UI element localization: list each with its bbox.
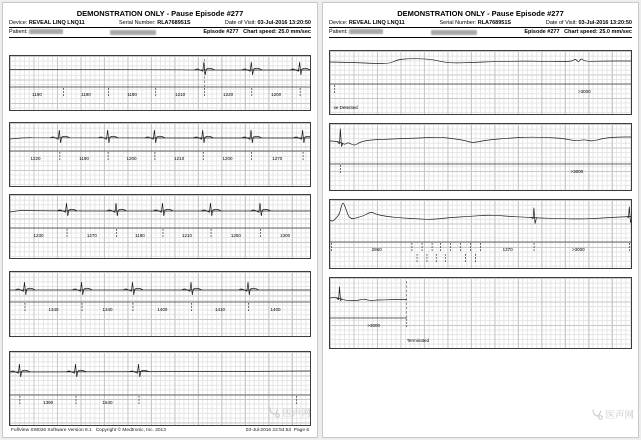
watermark-text: 医声网 [605, 410, 634, 421]
interval-label: 1190 [135, 233, 145, 238]
interval-label: 1210 [181, 233, 193, 238]
interval-label: 1340 [102, 307, 113, 312]
ecg-trace [10, 123, 310, 186]
interval-label: 1210 [175, 92, 186, 97]
stethoscope-logo-icon [268, 406, 280, 418]
interval-label: 1190 [79, 156, 89, 161]
ecg-strip [9, 55, 311, 111]
ecg-trace [330, 51, 631, 114]
interval-label: 1220 [223, 92, 234, 97]
interval-label: >3000 [570, 169, 584, 174]
print-timestamp: 03-Jul-2016 22:54:53 Page 6 [245, 428, 309, 433]
report-page-left [2, 2, 318, 438]
interval-label: 2860 [371, 247, 382, 252]
ecg-strip [329, 123, 632, 191]
stethoscope-logo-icon [591, 408, 603, 420]
patient-name-redacted [349, 29, 383, 34]
interval-label: 1340 [48, 307, 59, 312]
ecg-trace [330, 200, 631, 268]
ecg-strip [329, 199, 632, 269]
interval-label: 1230 [33, 233, 44, 238]
interval-label: 1390 [43, 400, 54, 405]
interval-label: 1200 [126, 156, 137, 161]
patient-field: Patient: [9, 29, 63, 35]
patient-name-redacted [29, 29, 63, 34]
report-header [3, 3, 317, 38]
marker-note: Terminated [406, 338, 430, 343]
interval-label: 1190 [127, 92, 137, 97]
ecg-strip [9, 194, 311, 259]
ecg-trace [10, 195, 310, 258]
report-page-right [322, 2, 639, 438]
patient-id-redacted [110, 30, 156, 35]
page-title: DEMONSTRATION ONLY - Pause Episode #277 [397, 9, 564, 18]
interval-label: 1400 [270, 307, 281, 312]
ecg-strip [329, 277, 632, 349]
interval-label: 1370 [502, 247, 513, 252]
ecg-trace [330, 124, 631, 190]
interval-label: 1270 [86, 233, 97, 238]
interval-label: 1190 [81, 92, 91, 97]
ecg-strip [329, 50, 632, 115]
ecg-trace [330, 278, 631, 348]
interval-label: 1540 [102, 400, 113, 405]
page-title: DEMONSTRATION ONLY - Pause Episode #277 [76, 9, 244, 18]
interval-label: 1200 [271, 92, 282, 97]
ecg-trace [10, 352, 310, 425]
interval-label: 1300 [280, 233, 291, 238]
watermark [268, 405, 311, 419]
device-info-row [9, 20, 311, 28]
ecg-strip [9, 271, 311, 337]
marker-note: se Detected [333, 105, 358, 110]
strips-area-right [323, 50, 638, 349]
watermark-text: 医声网 [282, 408, 311, 419]
interval-label: 1410 [214, 307, 226, 312]
interval-label: 1190 [32, 92, 42, 97]
interval-label: 1210 [174, 156, 185, 161]
interval-label: 1400 [157, 307, 168, 312]
ecg-trace [10, 272, 310, 336]
visit-field: Date of Visit: 03-Jul-2016 13:20:50 [545, 20, 632, 26]
interval-label: 1200 [222, 156, 233, 161]
device-field: Device: REVEAL LINQ LNQ11 [9, 20, 85, 26]
patient-info-row [329, 28, 632, 38]
episode-field: Episode #277 Chart speed: 25.0 mm/sec [524, 29, 632, 35]
patient-info-row [9, 28, 311, 38]
device-info-row [329, 20, 632, 28]
ecg-strip [9, 351, 311, 426]
interval-label: >3000 [367, 323, 380, 328]
patient-id-redacted [431, 30, 477, 35]
report-header [323, 3, 638, 38]
ecg-strip [9, 122, 311, 187]
episode-field: Episode #277 Chart speed: 25.0 mm/sec [203, 29, 311, 35]
interval-label: 1220 [30, 156, 41, 161]
interval-label: 1250 [230, 233, 241, 238]
report-footer [11, 428, 309, 433]
serial-field: Serial Number: RLA768951S [119, 20, 191, 26]
ecg-trace [10, 56, 310, 110]
interval-label: >3000 [571, 247, 585, 252]
serial-field: Serial Number: RLA768951S [439, 20, 512, 26]
interval-label: >3000 [578, 89, 591, 94]
patient-field: Patient: [329, 29, 383, 35]
strips-area-left [3, 55, 317, 426]
watermark [591, 407, 634, 421]
software-version: FullView SW026 Software Version 8.1 Copyright © Medtronic, Inc. 2013 [11, 428, 166, 433]
device-field: Device: REVEAL LINQ LNQ11 [329, 20, 405, 26]
visit-field: Date of Visit: 03-Jul-2016 13:20:50 [224, 20, 311, 26]
interval-label: 1270 [272, 156, 283, 161]
